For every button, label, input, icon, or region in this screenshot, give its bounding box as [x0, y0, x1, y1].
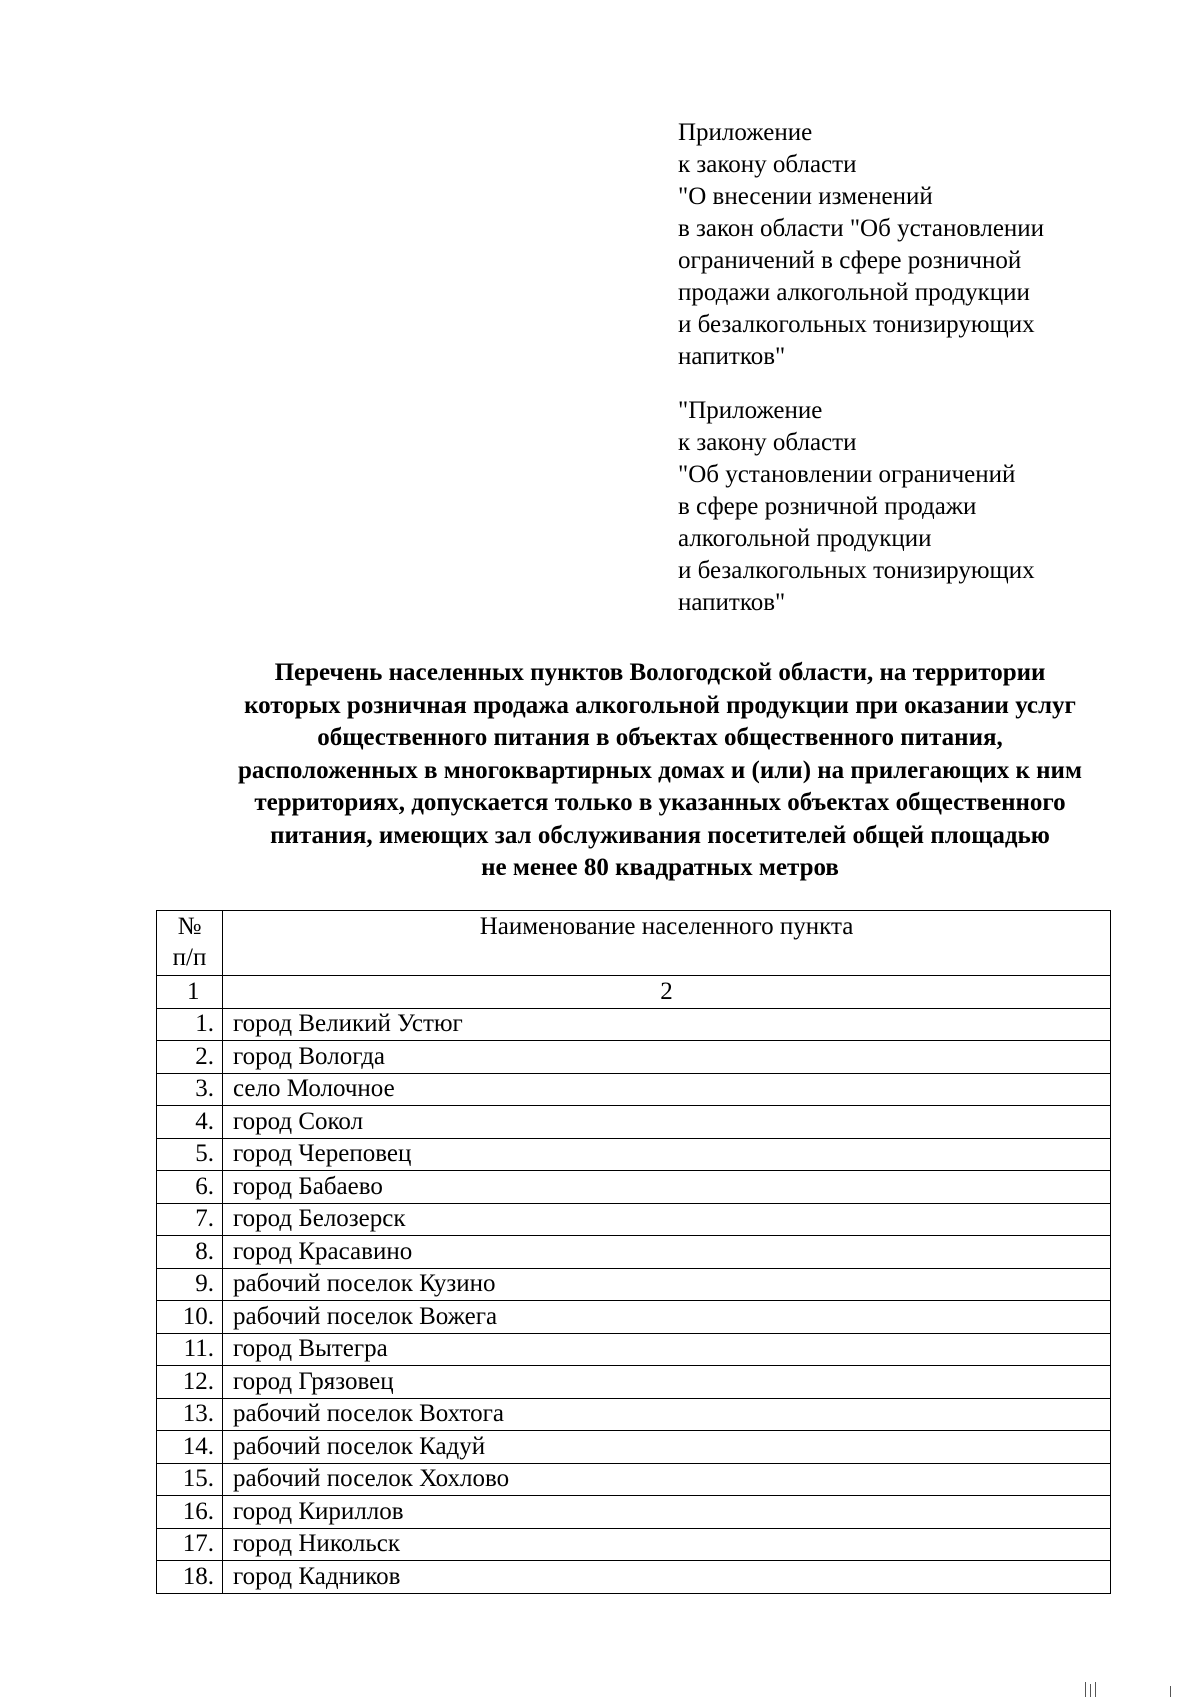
row-number-cell: 14. — [157, 1431, 223, 1464]
row-number-cell: 12. — [157, 1366, 223, 1399]
annex-2-line: "Приложение — [678, 397, 823, 424]
annex-2-line: и безалкогольных тонизирующих — [678, 557, 1035, 584]
table-row — [157, 1366, 1111, 1399]
table-row — [157, 1008, 1111, 1041]
row-number-cell: 17. — [157, 1528, 223, 1561]
table-row — [157, 1138, 1111, 1171]
settlement-name-cell: город Белозерск — [223, 1203, 1111, 1236]
row-number-cell: 3. — [157, 1073, 223, 1106]
title-line: территориях, допускается только в указанных объектах общественного — [254, 789, 1066, 816]
settlement-name-cell: город Бабаево — [223, 1171, 1111, 1204]
document-title — [110, 657, 1200, 885]
table-row — [157, 1236, 1111, 1269]
table-row — [157, 1041, 1111, 1074]
row-number-cell: 2. — [157, 1041, 223, 1074]
scan-artifact-mark — [1090, 1684, 1091, 1697]
table-row — [157, 1301, 1111, 1334]
row-number-cell: 10. — [157, 1301, 223, 1334]
settlement-name-cell: рабочий поселок Кузино — [223, 1268, 1111, 1301]
settlement-name-cell: рабочий поселок Кадуй — [223, 1431, 1111, 1464]
annex-2-line: напитков" — [678, 589, 786, 616]
table-row — [157, 1073, 1111, 1106]
table-row — [157, 1463, 1111, 1496]
table-row — [157, 1106, 1111, 1139]
settlement-name-cell: рабочий поселок Хохлово — [223, 1463, 1111, 1496]
annex-1-line: и безалкогольных тонизирующих — [678, 311, 1035, 338]
settlement-name-cell: город Грязовец — [223, 1366, 1111, 1399]
annex-1-line: в закон области "Об установлении — [678, 215, 1045, 242]
row-number-cell: 18. — [157, 1561, 223, 1594]
title-line: питания, имеющих зал обслуживания посетителей общей площадью — [270, 821, 1050, 849]
header-number-cell — [157, 911, 223, 976]
column-number-2: 2 — [223, 976, 1111, 1009]
row-number-cell: 11. — [157, 1333, 223, 1366]
table-row — [157, 1528, 1111, 1561]
header-number-sublabel: п/п — [172, 944, 207, 971]
table-row — [157, 1431, 1111, 1464]
settlement-name-cell: село Молочное — [223, 1073, 1111, 1106]
row-number-cell: 4. — [157, 1106, 223, 1139]
settlement-name-cell: город Кадников — [223, 1561, 1111, 1594]
settlements-table — [156, 910, 1111, 1594]
settlement-name-cell: рабочий поселок Вожега — [223, 1301, 1111, 1334]
annex-2-line: алкогольной продукции — [678, 525, 932, 552]
annex-1-line: к закону области — [678, 151, 857, 178]
annex-2-line: в сфере розничной продажи — [678, 493, 977, 520]
row-number-cell: 16. — [157, 1496, 223, 1529]
header-name-label: Наименование населенного пункта — [479, 913, 854, 940]
table-row — [157, 1203, 1111, 1236]
settlement-name-cell: город Сокол — [223, 1106, 1111, 1139]
settlement-name-cell: город Никольск — [223, 1528, 1111, 1561]
annex-2-line: "Об установлении ограничений — [678, 461, 1016, 488]
header-name-cell — [223, 911, 1111, 976]
settlement-name-cell: город Великий Устюг — [223, 1008, 1111, 1041]
settlement-name-cell: рабочий поселок Вохтога — [223, 1398, 1111, 1431]
row-number-cell: 15. — [157, 1463, 223, 1496]
settlement-name-cell: город Вытегра — [223, 1333, 1111, 1366]
settlement-name-cell: город Кириллов — [223, 1496, 1111, 1529]
settlement-name-cell: город Вологда — [223, 1041, 1111, 1074]
scan-artifact-mark — [1085, 1682, 1086, 1697]
table-row — [157, 1561, 1111, 1594]
title-line: которых розничная продажа алкогольной продукции при оказании услуг — [244, 691, 1076, 719]
table-column-numbers-row — [157, 976, 1111, 1009]
header-number-label: № — [177, 913, 202, 940]
annex-1-line: "О внесении изменений — [678, 183, 933, 210]
title-line: Перечень населенных пунктов Вологодской области, на территории — [274, 659, 1046, 686]
row-number-cell: 13. — [157, 1398, 223, 1431]
row-number-cell: 9. — [157, 1268, 223, 1301]
table-row — [157, 1268, 1111, 1301]
title-line: общественного питания в объектах общественного питания, — [317, 724, 1003, 751]
table-row — [157, 1333, 1111, 1366]
settlement-name-cell: город Череповец — [223, 1138, 1111, 1171]
annex-header-original-law — [678, 395, 1148, 619]
table-row — [157, 1171, 1111, 1204]
title-line: не менее 80 квадратных метров — [481, 854, 839, 881]
annex-2-line: к закону области — [678, 429, 857, 456]
annex-1-line: продажи алкогольной продукции — [678, 279, 1030, 306]
column-number-1: 1 — [157, 976, 223, 1009]
annex-1-line: ограничений в сфере розничной — [678, 247, 1022, 274]
table-row — [157, 1496, 1111, 1529]
scan-artifact-mark — [1095, 1682, 1096, 1697]
row-number-cell: 7. — [157, 1203, 223, 1236]
row-number-cell: 8. — [157, 1236, 223, 1269]
scan-artifact-mark — [1170, 1686, 1171, 1697]
row-number-cell: 5. — [157, 1138, 223, 1171]
row-number-cell: 1. — [157, 1008, 223, 1041]
annex-1-line: Приложение — [678, 119, 813, 146]
annex-header-amending-law — [678, 117, 1148, 373]
table-header-row — [157, 911, 1111, 976]
settlement-name-cell: город Красавино — [223, 1236, 1111, 1269]
row-number-cell: 6. — [157, 1171, 223, 1204]
table-row — [157, 1398, 1111, 1431]
annex-1-line: напитков" — [678, 343, 786, 370]
title-line: расположенных в многоквартирных домах и (или) на прилегающих к ним — [238, 756, 1082, 784]
